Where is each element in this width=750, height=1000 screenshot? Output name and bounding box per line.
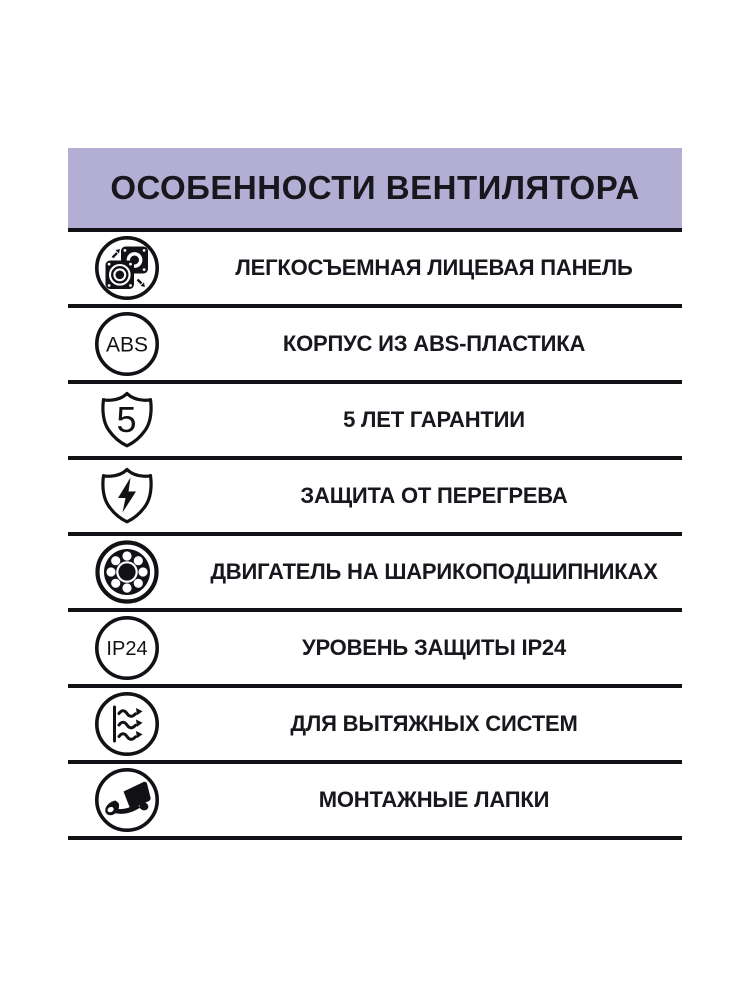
svg-text:IP24: IP24	[106, 638, 148, 660]
feature-row-abs-plastic	[68, 304, 682, 380]
feature-label: МОНТАЖНЫЕ ЛАПКИ	[318, 787, 550, 812]
feature-row-ball-bearings	[68, 532, 682, 608]
svg-text:5: 5	[116, 399, 137, 440]
header-banner	[68, 148, 682, 228]
feature-label: 5 ЛЕТ ГАРАНТИИ	[343, 407, 525, 432]
feature-row-ip24	[68, 608, 682, 684]
feature-row-removable-panel	[68, 228, 682, 304]
feature-list	[68, 228, 682, 840]
feature-label: КОРПУС ИЗ ABS-ПЛАСТИКА	[282, 331, 586, 356]
feature-label: ЛЕГКОСЪЕМНАЯ ЛИЦЕВАЯ ПАНЕЛЬ	[235, 255, 633, 280]
warranty-shield-icon	[68, 386, 186, 454]
exhaust-airflow-icon	[68, 690, 186, 758]
fan-features-infographic	[68, 148, 682, 840]
abs-plastic-icon	[68, 310, 186, 378]
ball-bearing-icon	[68, 538, 186, 606]
feature-label: УРОВЕНЬ ЗАЩИТЫ IP24	[301, 635, 566, 660]
page-title: ОСОБЕННОСТИ ВЕНТИЛЯТОРА	[110, 169, 640, 206]
feature-row-overheat-protection	[68, 456, 682, 532]
feature-row-exhaust-systems	[68, 684, 682, 760]
svg-text:ABS: ABS	[105, 333, 149, 357]
ip24-rating-icon	[68, 614, 186, 682]
feature-row-warranty	[68, 380, 682, 456]
feature-label: ЗАЩИТА ОТ ПЕРЕГРЕВА	[300, 483, 568, 508]
feature-label: ДЛЯ ВЫТЯЖНЫХ СИСТЕМ	[290, 711, 578, 736]
feature-row-mounting-feet	[68, 760, 682, 836]
mounting-feet-icon	[68, 766, 186, 834]
feature-label: ДВИГАТЕЛЬ НА ШАРИКОПОДШИПНИКАХ	[210, 559, 658, 584]
overheat-protection-shield-icon	[68, 462, 186, 530]
removable-front-panel-icon	[68, 234, 186, 302]
